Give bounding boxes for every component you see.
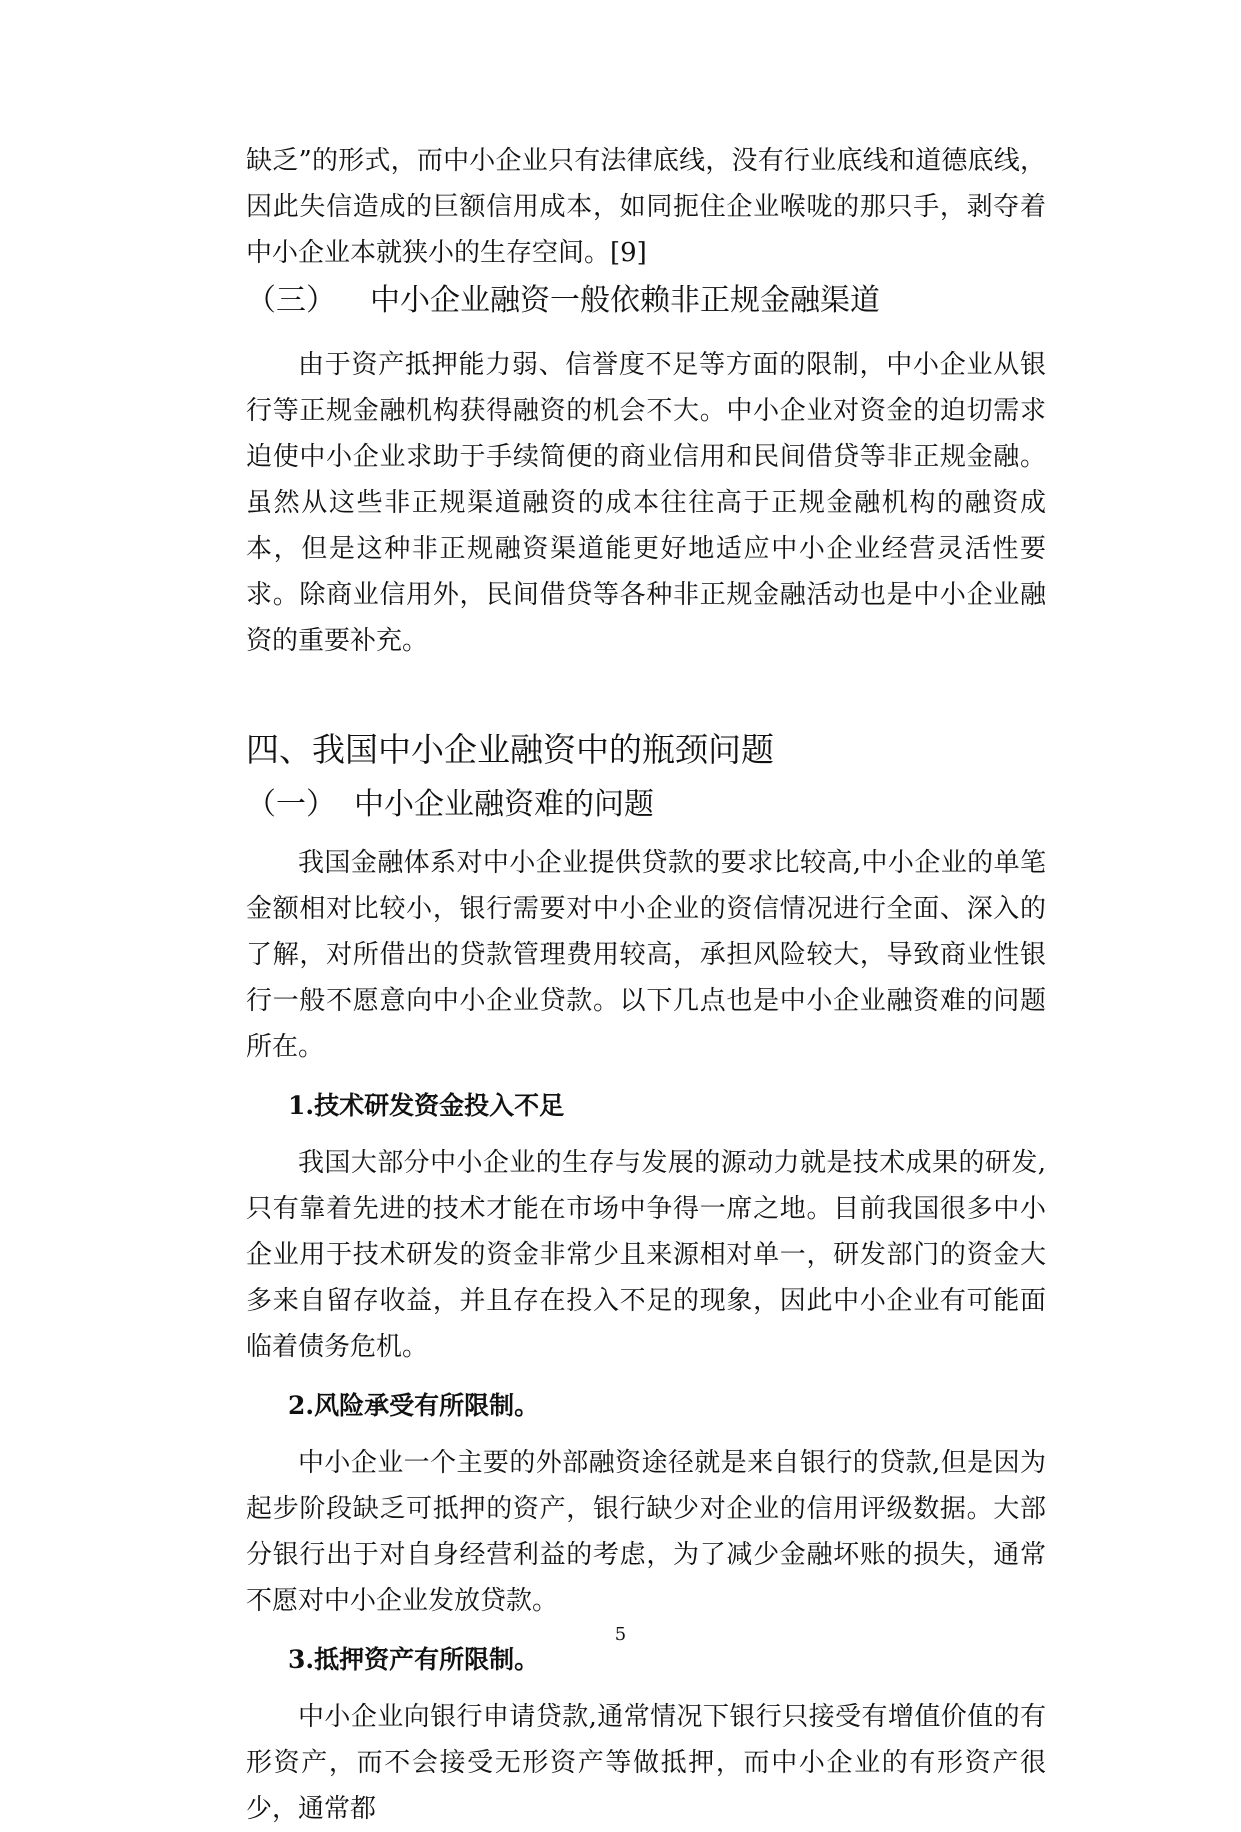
paragraph-continued: 缺乏”的形式，而中小企业只有法律底线，没有行业底线和道德底线，因此失信造成的巨额信用成本，如同扼住企业喉咙的那只手，剥夺着中小企业本就狭小的生存空间。[9] <box>246 146 1046 268</box>
paragraph: 我国金融体系对中小企业提供贷款的要求比较高,中小企业的单笔金额相对比较小，银行需要对中小企业的资信情况进行全面、深入的了解，对所借出的贷款管理费用较高，承担风险较大，导致商业性银行一般不愿意向中小企业贷款。以下几点也是中小企业融资难的问题所在。 <box>246 848 1046 1062</box>
section-title: 中小企业融资难的问题 <box>354 787 654 822</box>
subheading-3: 3.抵押资产有所限制。 <box>288 1645 540 1674</box>
subheading-2: 2.风险承受有所限制。 <box>288 1391 540 1420</box>
chapter-heading: 四、我国中小企业融资中的瓶颈问题 <box>246 730 774 769</box>
paragraph: 中小企业一个主要的外部融资途径就是来自银行的贷款,但是因为起步阶段缺乏可抵押的资产，银行缺少对企业的信用评级数据。大部分银行出于对自身经营利益的考虑，为了减少金融坏账的损失，通常不愿对中小企业发放贷款。 <box>246 1448 1046 1616</box>
section-title: 中小企业融资一般依赖非正规金融渠道 <box>370 283 880 318</box>
section-heading-3 <box>246 278 1046 324</box>
section-heading-1 <box>246 782 1046 828</box>
paragraph: 我国大部分中小企业的生存与发展的源动力就是技术成果的研发,只有靠着先进的技术才能在市场中争得一席之地。目前我国很多中小企业用于技术研发的资金非常少且来源相对单一，研发部门的资金大多来自留存收益，并且存在投入不足的现象，因此中小企业有可能面临着债务危机。 <box>246 1148 1046 1362</box>
page-content <box>246 138 1046 1832</box>
paragraph: 由于资产抵押能力弱、信誉度不足等方面的限制，中小企业从银行等正规金融机构获得融资的机会不大。中小企业对资金的迫切需求迫使中小企业求助于手续简便的商业信用和民间借贷等非正规金融。虽然从这些非正规渠道融资的成本往往高于正规金融机构的融资成本，但是这种非正规融资渠道能更好地适应中小企业经营灵活性要求。除商业信用外，民间借贷等各种非正规金融活动也是中小企业融资的重要补充。 <box>246 350 1046 656</box>
subheading-1: 1.技术研发资金投入不足 <box>288 1091 565 1120</box>
page-number: 5 <box>614 1624 627 1645</box>
section-number: （三） <box>246 283 336 318</box>
section-number: （一） <box>246 787 336 822</box>
paragraph: 中小企业向银行申请贷款,通常情况下银行只接受有增值价值的有形资产，而不会接受无形资产等做抵押，而中小企业的有形资产很少，通常都 <box>246 1702 1046 1824</box>
